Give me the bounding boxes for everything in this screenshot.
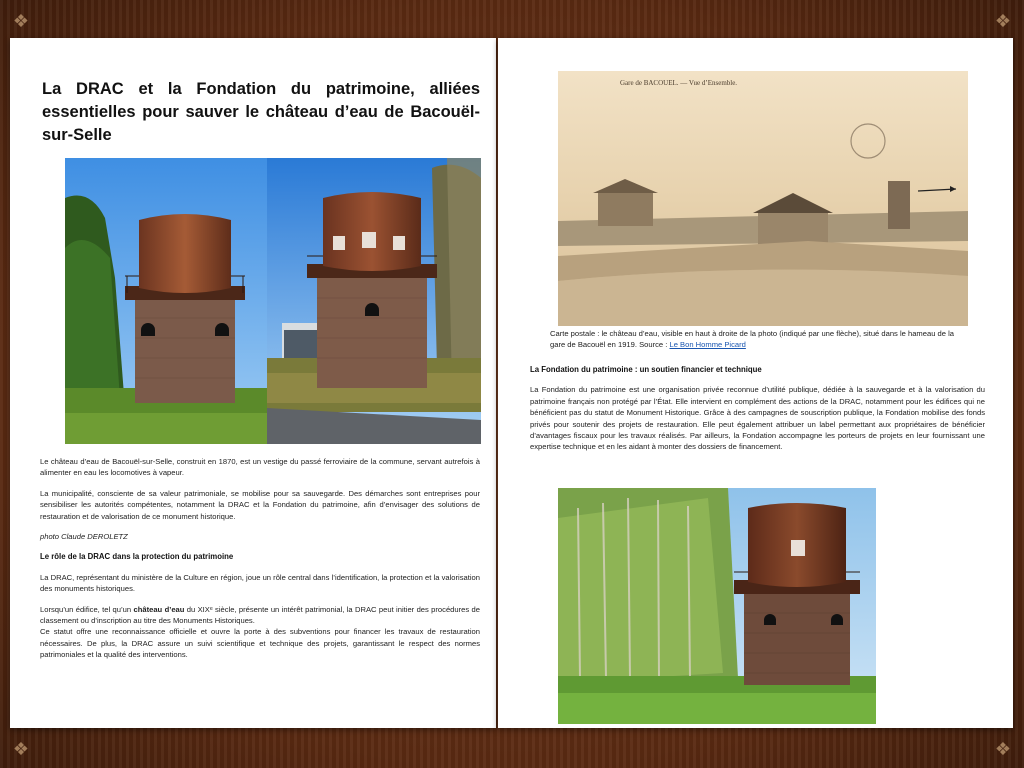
left-body bbox=[40, 456, 480, 670]
source-link[interactable]: Le Bon Homme Picard bbox=[669, 340, 746, 349]
fondation-paragraph: La Fondation du patrimoine est une organisation privée reconnue d’utilité publique, dédiée à la sauvegarde et à la valorisation du patrimoine français non protégé par l’État. Elle intervient en complément des actions de la DRAC, notamment pour les édifices qui ne bénéficient pas du statut de Monument Historique. Grâce à des campagnes de souscription publique, la Fondation mobilise des fonds privés pour soutenir des projets de restauration. Elle peut également attribuer un label permettant aux propriétaires de bénéficier d’avantages fiscaux pour les travaux réalisés. Par ailleurs, la Fondation accompagne les porteurs de projets en leur fournissant une expertise technique et en les aidant à monter des dossiers de financement. bbox=[530, 385, 985, 452]
section-heading-drac: Le rôle de la DRAC dans la protection du patrimoine bbox=[40, 552, 234, 562]
postcard-caption: Gare de BACOUEL. — Vue d’Ensemble. bbox=[620, 79, 738, 87]
ornament-icon: ❖ bbox=[994, 739, 1012, 759]
page-title: La DRAC et la Fondation du patrimoine, alliées essentielles pour sauver le château d’eau de Bacouël-sur-Selle bbox=[42, 80, 480, 144]
water-tower-photo-2 bbox=[267, 158, 481, 444]
intro-paragraph-1: Le château d’eau de Bacouël-sur-Selle, construit en 1870, est un vestige du passé ferroviaire de la commune, servant autrefois à alimenter en eau les locomotives à vapeur. bbox=[40, 457, 480, 478]
right-page bbox=[498, 38, 1013, 728]
water-tower-photo-1 bbox=[65, 158, 267, 444]
section-heading-fondation: La Fondation du patrimoine : un soutien financier et technique bbox=[530, 365, 762, 374]
photo-credit: photo Claude DEROLETZ bbox=[40, 532, 128, 542]
bold-chateau-deau: château d’eau bbox=[133, 604, 185, 614]
right-body bbox=[530, 364, 985, 462]
drac-paragraph-3: Ce statut offre une reconnaissance officielle et ouvre la porte à des subventions pour financer les travaux de restauration nécessaires. De plus, la DRAC assure un suivi scientifique et technique des projets, garantissant le respect des normes patrimoniales et la qualité des interventions. bbox=[40, 627, 480, 660]
drac-paragraph-2: Lorsqu’un édifice, tel qu’un château d’eau du XIXᵉ siècle, présente un intérêt patrimonial, la DRAC peut initier des procédures de classement ou d’inscription au titre des Monuments Historiques. bbox=[40, 604, 480, 626]
ornament-icon: ❖ bbox=[994, 11, 1012, 31]
ornament-icon: ❖ bbox=[12, 11, 30, 31]
left-page bbox=[10, 38, 496, 728]
postcard-caption-text: Carte postale : le château d’eau, visible en haut à droite de la photo (indiqué par une flèche), situé dans le hameau de la gare de Bacouël en 1919. Source : Le Bon Homme Picard bbox=[550, 329, 955, 349]
ornament-icon: ❖ bbox=[12, 739, 30, 759]
intro-paragraph-2: La municipalité, consciente de sa valeur patrimoniale, se mobilise pour sa sauvegarde. Des démarches sont entreprises pour sensibiliser les autorités compétentes, notamment la DRAC et la Fondation du patrimoine, afin d’envisager des solutions de restauration et de valorisation de ce monument historique. bbox=[40, 488, 480, 521]
water-tower-photo-3 bbox=[558, 488, 876, 724]
drac-paragraph-1: La DRAC, représentant du ministère de la Culture en région, joue un rôle central dans l’identification, la protection et la valorisation des monuments historiques. bbox=[40, 572, 480, 594]
postcard-image bbox=[558, 71, 968, 326]
